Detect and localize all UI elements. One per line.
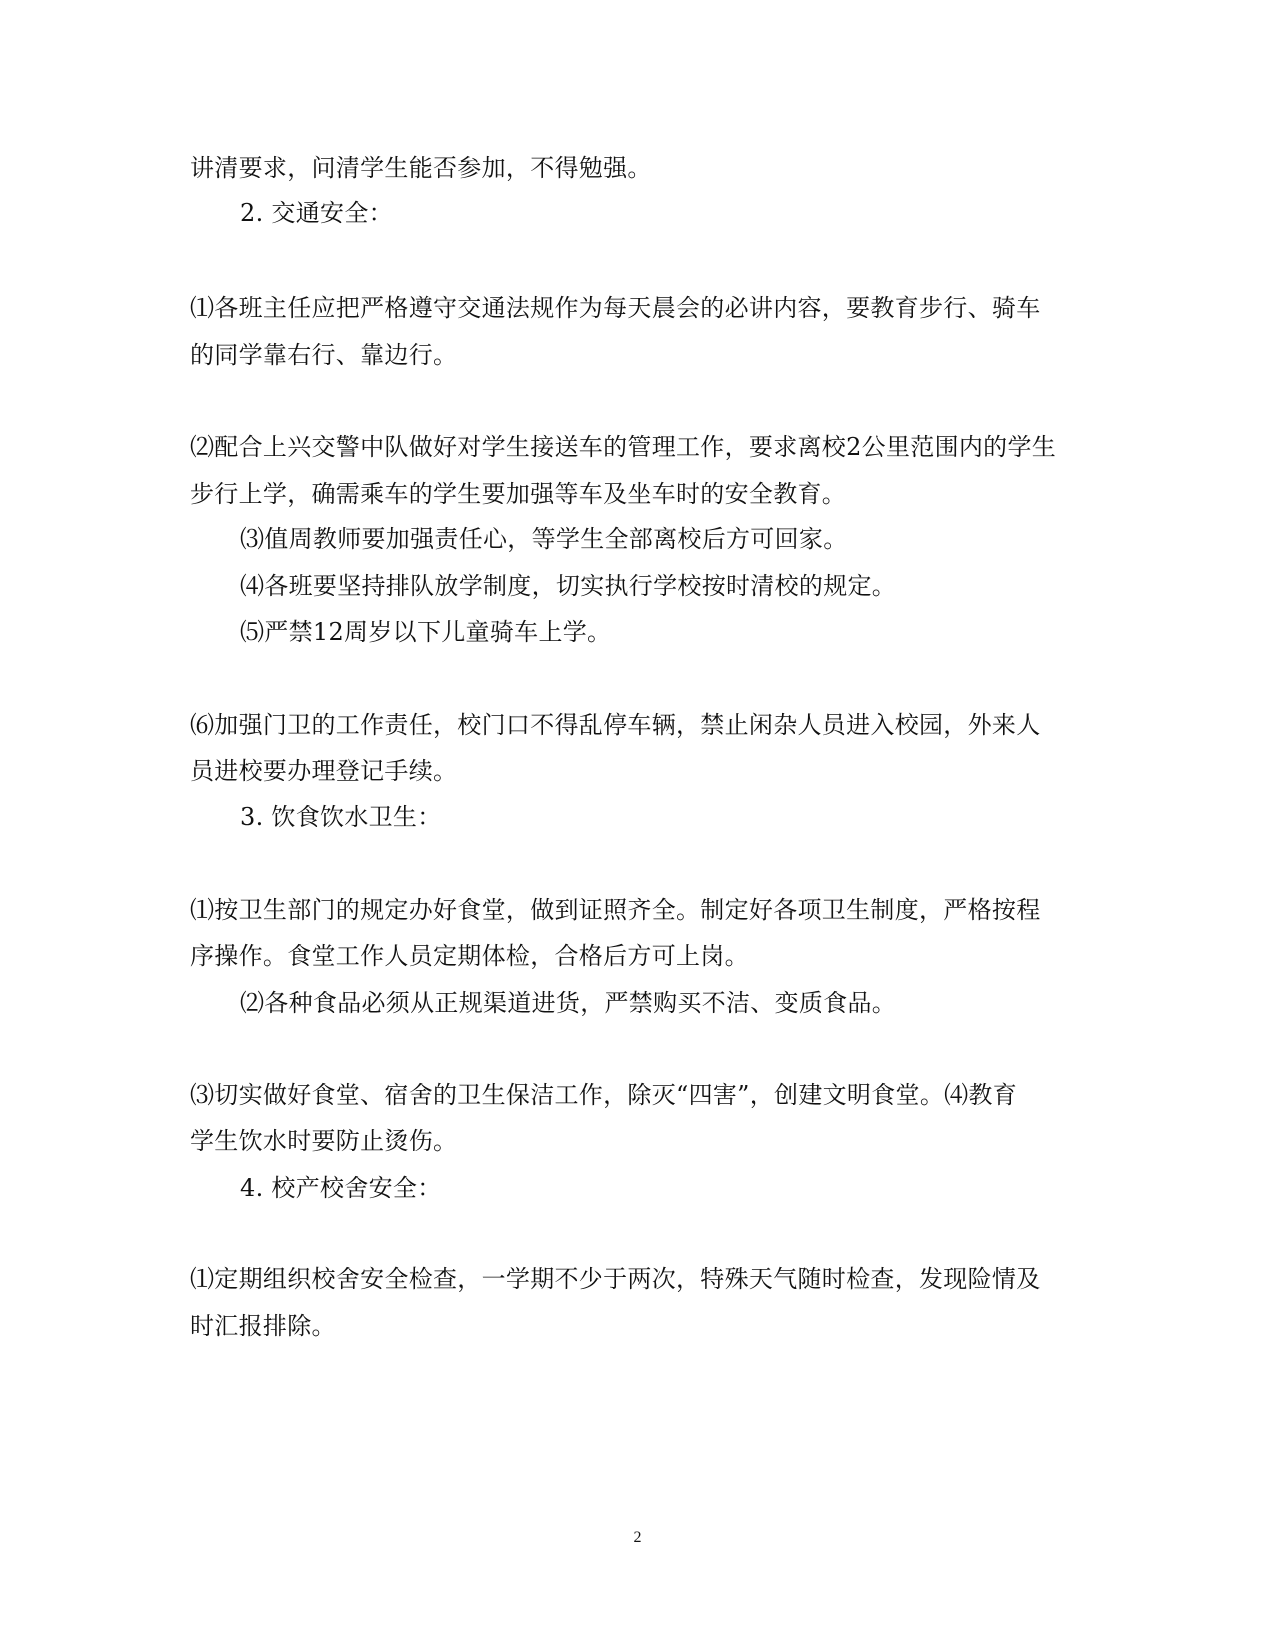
- section-heading-traffic-safety: 2. 交通安全：: [240, 199, 393, 227]
- section-heading-food-water-hygiene: 3. 饮食饮水卫生：: [240, 803, 442, 831]
- page-number: 2: [633, 1529, 642, 1546]
- text-line: ⑴定期组织校舍安全检查，一学期不少于两次，特殊天气随时检查，发现险情及: [190, 1265, 1041, 1293]
- text-line: 步行上学，确需乘车的学生要加强等车及坐车时的安全教育。: [190, 480, 847, 508]
- text-line: 的同学靠右行、靠边行。: [190, 341, 458, 369]
- text-line: ⑴各班主任应把严格遵守交通法规作为每天晨会的必讲内容，要教育步行、骑车: [190, 294, 1041, 322]
- text-line: ⑴按卫生部门的规定办好食堂，做到证照齐全。制定好各项卫生制度，严格按程: [190, 896, 1041, 924]
- text-line: ⑷各班要坚持排队放学制度，切实执行学校按时清校的规定。: [240, 572, 897, 600]
- text-line: 学生饮水时要防止烫伤。: [190, 1127, 458, 1155]
- text-line: ⑵配合上兴交警中队做好对学生接送车的管理工作，要求离校2公里范围内的学生: [190, 433, 1057, 461]
- text-line: ⑹加强门卫的工作责任，校门口不得乱停车辆，禁止闲杂人员进入校园，外来人: [190, 711, 1041, 739]
- text-line: ⑶值周教师要加强责任心，等学生全部离校后方可回家。: [240, 525, 848, 553]
- text-line: 序操作。食堂工作人员定期体检，合格后方可上岗。: [190, 942, 749, 970]
- section-heading-school-property-safety: 4. 校产校舍安全：: [240, 1174, 442, 1202]
- text-line: 讲清要求，问清学生能否参加，不得勉强。: [190, 154, 652, 182]
- text-line: ⑵各种食品必须从正规渠道进货，严禁购买不洁、变质食品。: [240, 989, 897, 1017]
- text-line: 员进校要办理登记手续。: [190, 757, 458, 785]
- text-line: 时汇报排除。: [190, 1312, 336, 1340]
- text-line: ⑸严禁12周岁以下儿童骑车上学。: [240, 618, 612, 646]
- text-line: ⑶切实做好食堂、宿舍的卫生保洁工作，除灭“四害”，创建文明食堂。⑷教育: [190, 1081, 1018, 1109]
